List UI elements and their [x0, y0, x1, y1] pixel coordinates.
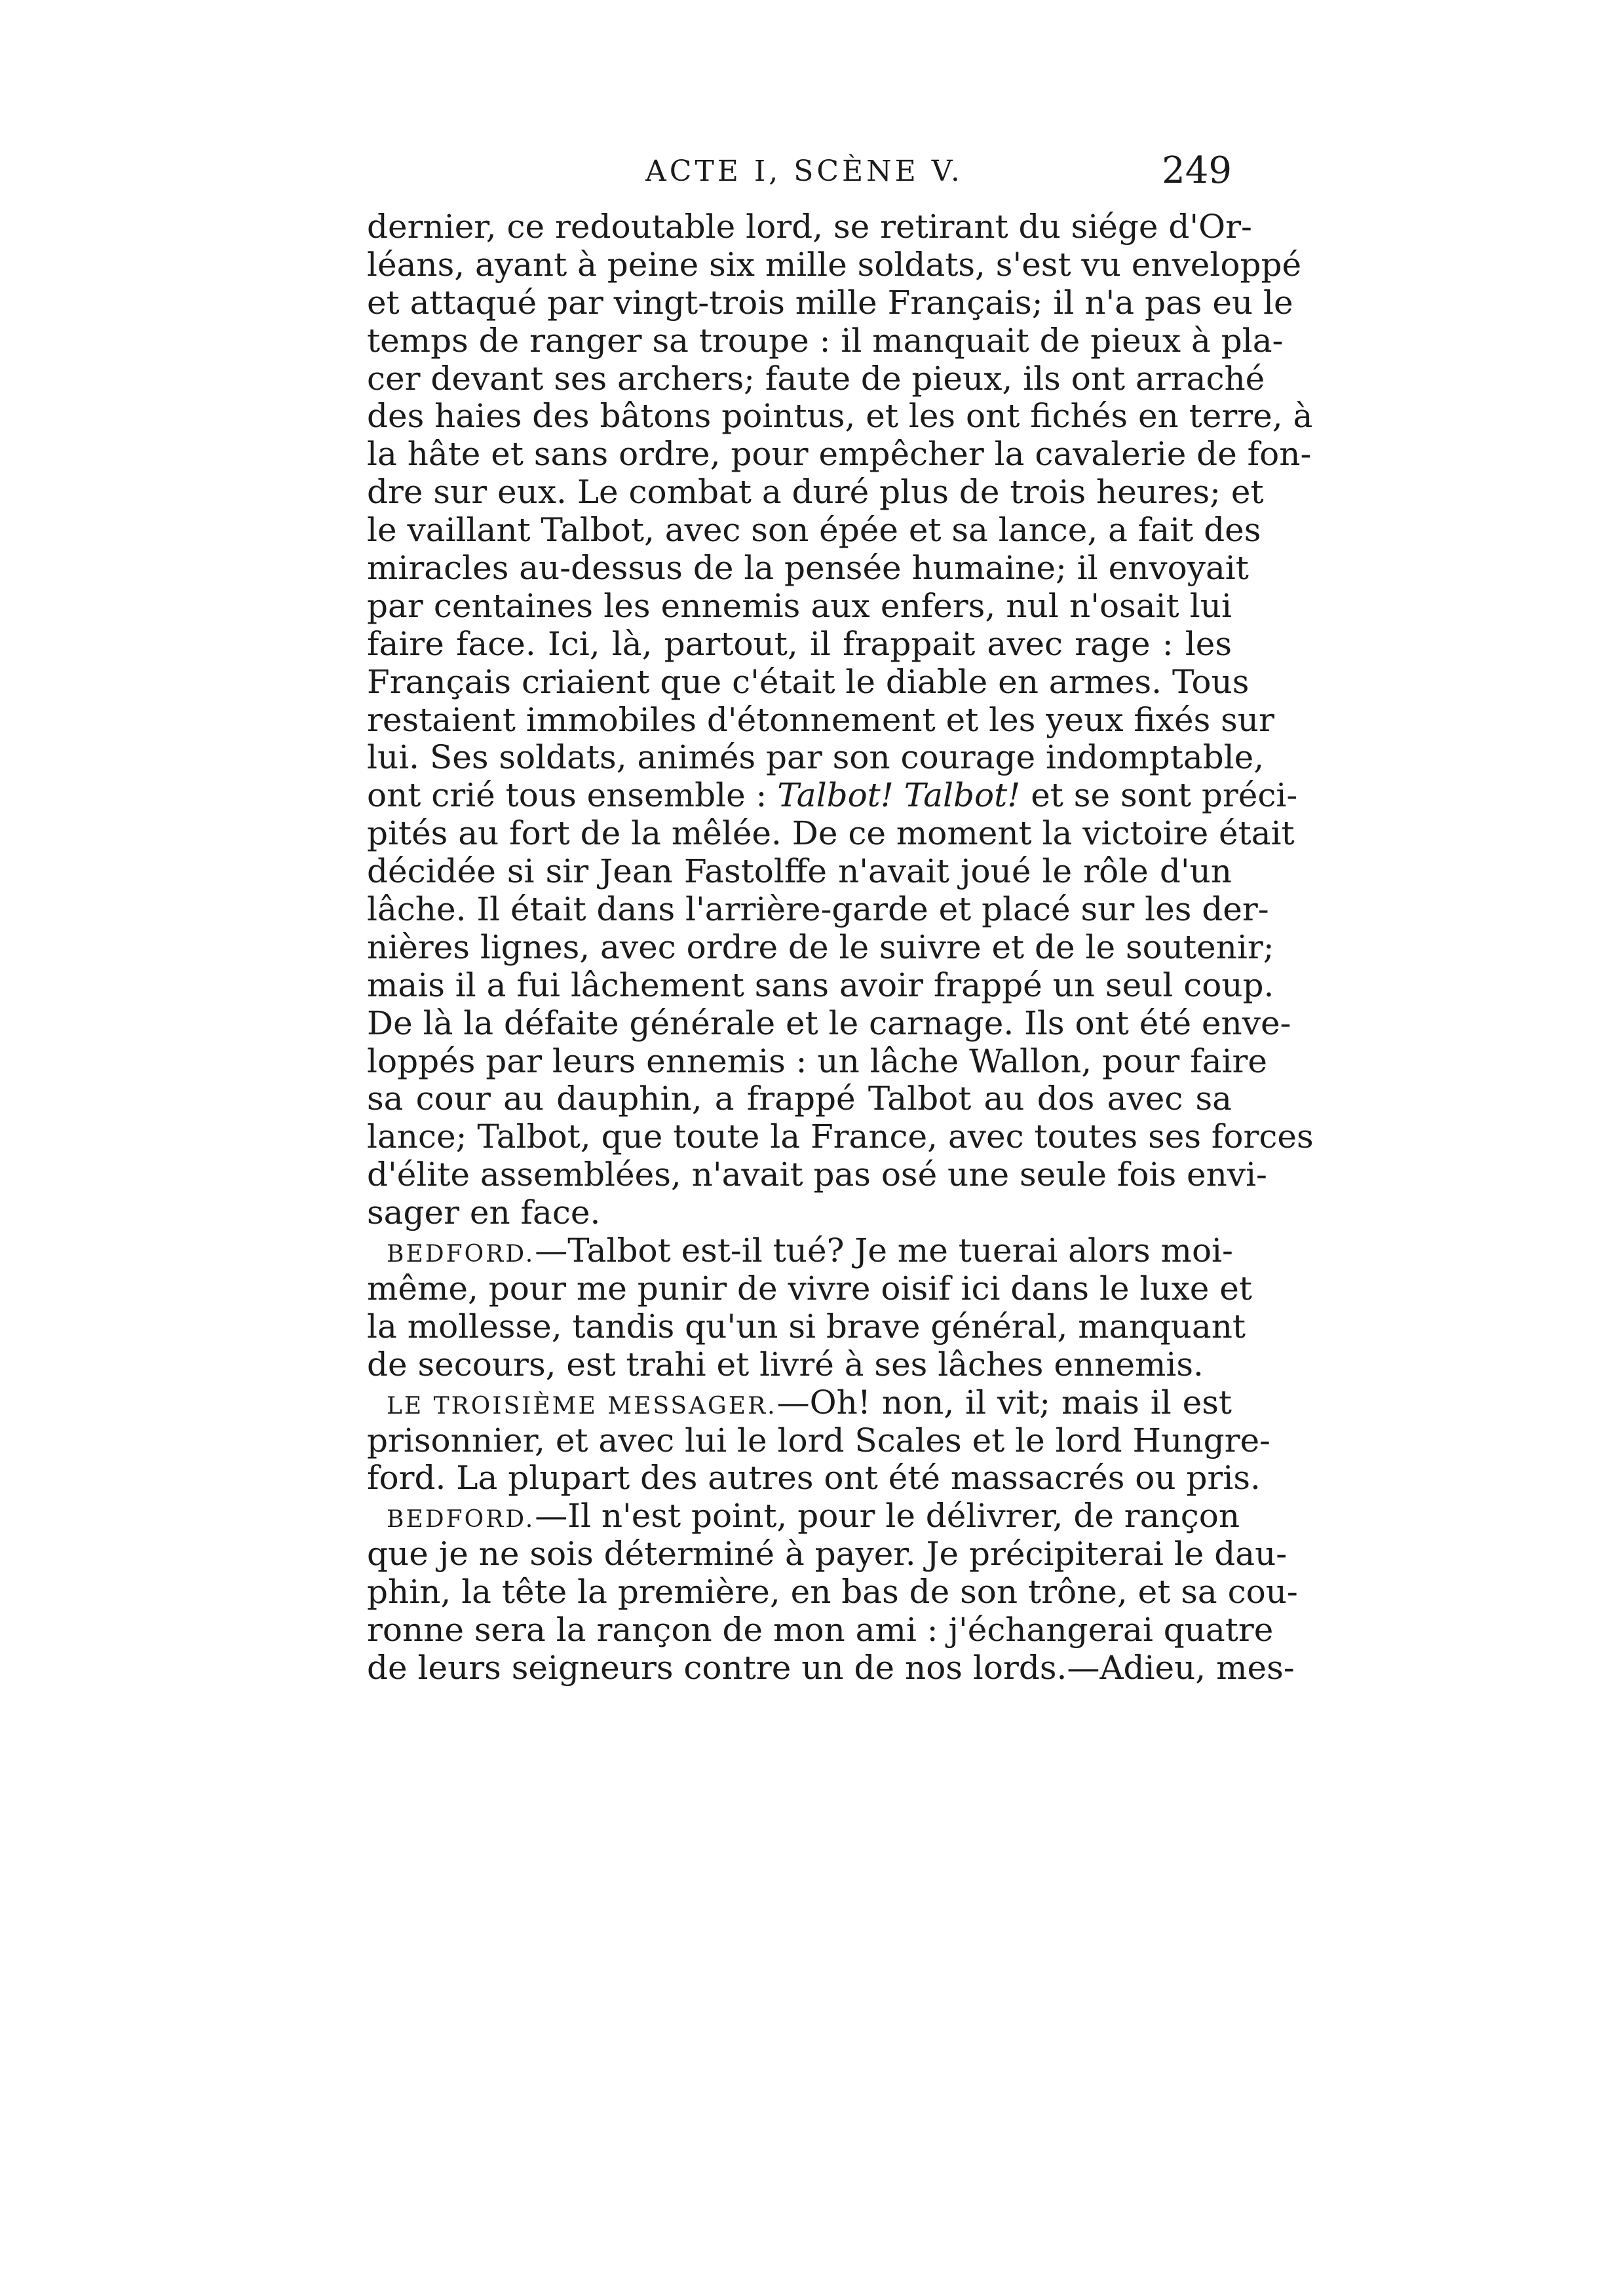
text-line — [367, 776, 1298, 815]
text-line: De là la défaite générale et le carnage. Ils ont été enve- — [367, 1004, 1291, 1042]
text-fragment: et se sont préci- — [1020, 776, 1298, 815]
text-line: pités au fort de la mêlée. De ce moment la victoire était — [367, 814, 1295, 853]
text-line: la hâte et sans ordre, pour empêcher la cavalerie de fon- — [367, 435, 1312, 474]
speech-line — [367, 1497, 1240, 1535]
text-line: décidée si sir Jean Fastolffe n'avait joué le rôle d'un — [367, 852, 1232, 891]
running-title: ACTE I, SCÈNE V. — [645, 155, 963, 188]
text-line: sa cour au dauphin, a frappé Talbot au dos avec sa — [367, 1080, 1232, 1118]
speaker-name: BEDFORD. — [387, 1506, 535, 1534]
text-line: loppés par leurs ennemis : un lâche Wallon, pour faire — [367, 1042, 1267, 1080]
text-line: ronne sera la rançon de mon ami : j'échangerai quatre — [367, 1610, 1274, 1649]
text-line: Français criaient que c'était le diable en armes. Tous — [367, 662, 1250, 701]
text-line: de secours, est trahi et livré à ses lâches ennemis. — [367, 1345, 1204, 1383]
text-line: et attaqué par vingt-trois mille Français; il n'a pas eu le — [367, 283, 1293, 322]
page-number: 249 — [1162, 149, 1232, 192]
text-line: la mollesse, tandis qu'un si brave général, manquant — [367, 1307, 1246, 1346]
text-line: lâche. Il était dans l'arrière-garde et placé sur les der- — [367, 890, 1269, 929]
text-line: prisonnier, et avec lui le lord Scales et le lord Hungre- — [367, 1421, 1270, 1459]
text-line: restaient immobiles d'étonnement et les yeux fixés sur — [367, 700, 1274, 739]
text-line: sager en face. — [367, 1194, 601, 1232]
speaker-name: BEDFORD. — [387, 1241, 535, 1268]
text-line: phin, la tête la première, en bas de son trône, et sa cou- — [367, 1573, 1298, 1611]
text-line: dernier, ce redoutable lord, se retirant du siége d'Or- — [367, 208, 1252, 246]
text-line: même, pour me punir de vivre oisif ici dans le luxe et — [367, 1269, 1252, 1308]
text-line: le vaillant Talbot, avec son épée et sa lance, a fait des — [367, 511, 1261, 550]
text-fragment: —Talbot est-il tué? Je me tuerai alors moi- — [535, 1232, 1233, 1270]
text-line: temps de ranger sa troupe : il manquait de pieux à pla- — [367, 321, 1284, 360]
text-line: faire face. Ici, là, partout, il frappait avec rage : les — [367, 624, 1232, 663]
italic-exclamation: Talbot! Talbot! — [777, 776, 1021, 815]
text-fragment: ont crié tous ensemble : — [367, 776, 778, 815]
text-line: nières lignes, avec ordre de le suivre et de le soutenir; — [367, 928, 1274, 966]
text-line: lui. Ses soldats, animés par son courage indomptable, — [367, 738, 1265, 777]
text-line: miracles au-dessus de la pensée humaine; il envoyait — [367, 549, 1249, 588]
speaker-name: LE TROISIÈME MESSAGER. — [387, 1392, 777, 1420]
text-line: ford. La plupart des autres ont été massacrés ou pris. — [367, 1459, 1261, 1497]
text-line: d'élite assemblées, n'avait pas osé une seule fois envi- — [367, 1156, 1267, 1194]
speech-line — [367, 1232, 1232, 1270]
text-line: par centaines les ennemis aux enfers, nul n'osait lui — [367, 586, 1232, 625]
text-line: léans, ayant à peine six mille soldats, s'est vu enveloppé — [367, 245, 1302, 284]
text-line: que je ne sois déterminé à payer. Je précipiterai le dau- — [367, 1535, 1288, 1573]
text-line: dre sur eux. Le combat a duré plus de trois heures; et — [367, 473, 1264, 512]
speech-line — [367, 1384, 1232, 1422]
page-text — [367, 208, 1314, 1687]
text-line: de leurs seigneurs contre un de nos lords.—Adieu, mes- — [367, 1648, 1295, 1687]
text-line: des haies des bâtons pointus, et les ont fichés en terre, à — [367, 397, 1313, 436]
text-fragment: —Oh! non, il vit; mais il est — [776, 1383, 1232, 1421]
text-fragment: —Il n'est point, pour le délivrer, de rançon — [535, 1497, 1240, 1535]
running-head — [367, 149, 1232, 202]
text-line: mais il a fui lâchement sans avoir frappé un seul coup. — [367, 966, 1274, 1004]
text-line: lance; Talbot, que toute la France, avec toutes ses forces — [367, 1118, 1314, 1156]
text-line: cer devant ses archers; faute de pieux, ils ont arraché — [367, 359, 1265, 398]
